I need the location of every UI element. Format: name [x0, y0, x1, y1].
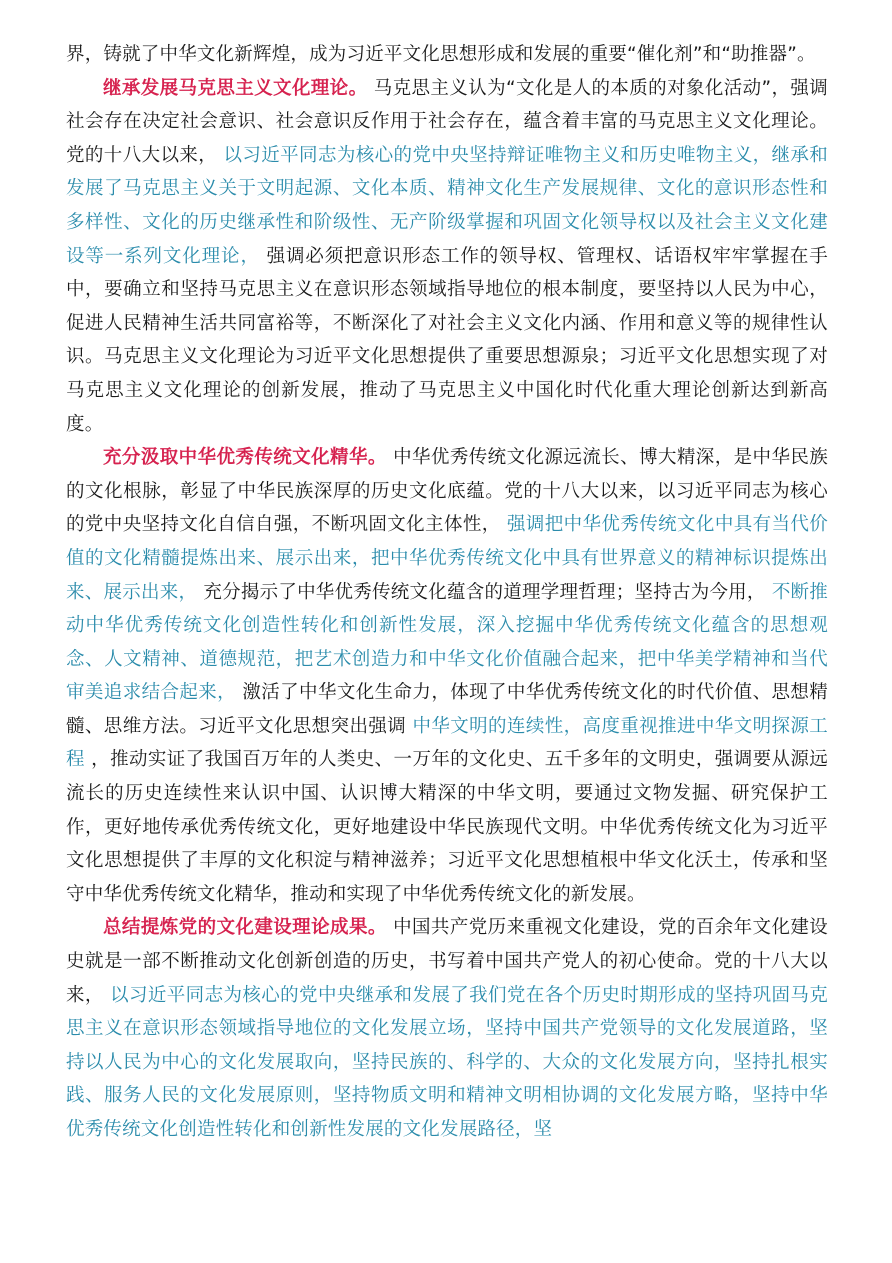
highlighted-text: 以习近平同志为核心的党中央继承和发展了我们党在各个历史时期形成的坚持巩固马克思主义在意识形态领域指导地位的文化发展立场，坚持中国共产党领导的文化发展道路，坚持以人民为中心的文化发展取向，坚持民族的、科学的、大众的文化发展方向，坚持扎根实践、服务人民的文化发展原则，坚持物质文明和精神文明相协调的文化发展方略，坚持中华优秀传统文化创造性转化和创新性发展的文化发展路径，坚 — [66, 984, 828, 1140]
body-text: ，推动实证了我国百万年的人类史、一万年的文化史、五千多年的文明史，强调要从源远流长的历史连续性来认识中国、认识博大精深的中华文明，要通过文物发掘、研究保护工作，更好地传承优秀传统文化，更好地建设中华民族现代文明。中华优秀传统文化为习近平文化思想提供了丰厚的文化积淀与精神滋养；习近平文化思想植根中华文化沃土，传承和坚守中华优秀传统文化精华，推动和实现了中华优秀传统文化的新发展。 — [66, 749, 828, 905]
body-text: 界，铸就了中华文化新辉煌，成为习近平文化思想形成和发展的重要“催化剂”和“助推器”。 — [66, 44, 816, 65]
section-heading: 总结提炼党的文化建设理论成果。 — [103, 917, 387, 939]
paragraph-intro-continuation — [66, 38, 828, 72]
paragraph-party-culture-construction — [66, 911, 828, 1146]
paragraph-marxist-theory — [66, 72, 828, 442]
highlighted-text: 中华文明的连续性，高度重视推进中华文明探源工程 — [66, 715, 828, 771]
body-text: 中华优秀传统文化源远流长、博大精深，是中华民族的文化根脉，彰显了中华民族深厚的历史文化底蕴。党的十八大以来，以习近平同志为核心的党中央坚持文化自信自强，不断巩固文化主体性， — [66, 447, 828, 536]
highlighted-text: 强调把中华优秀传统文化中具有当代价值的文化精髓提炼出来、展示出来，把中华优秀传统文化中具有世界意义的精神标识提炼出来、展示出来， — [66, 514, 829, 603]
body-text: 中国共产党历来重视文化建设，党的百余年文化建设史就是一部不断推动文化创新创造的历史，书写着中国共产党人的初心使命。党的十八大以来， — [66, 917, 828, 1006]
highlighted-text: 以习近平同志为核心的党中央坚持辩证唯物主义和历史唯物主义，继承和发展了马克思主义关于文明起源、文化本质、精神文化生产发展规律、文化的意识形态性和多样性、文化的历史继承性和阶级性、无产阶级掌握和巩固文化领导权以及社会主义文化建设等一系列文化理论， — [66, 144, 828, 267]
body-text: 激活了中华文化生命力，体现了中华优秀传统文化的时代价值、思想精髓、思维方法。习近平文化思想突出强调 — [66, 682, 828, 737]
highlighted-text: 不断推动中华优秀传统文化创造性转化和创新性发展，深入挖掘中华优秀传统文化蕴含的思想观念、人文精神、道德规范，把艺术创造力和中华文化价值融合起来，把中华美学精神和当代审美追求结合起来， — [66, 581, 829, 704]
paragraph-traditional-culture — [66, 441, 828, 911]
body-text: 强调必须把意识形态工作的领导权、管理权、话语权牢牢掌握在手中，要确立和坚持马克思主义在意识形态领域指导地位的根本制度，要坚持以人民为中心，促进人民精神生活共同富裕等，不断深化了对社会主义文化内涵、作用和意义等的规律性认识。马克思主义文化理论为习近平文化思想提供了重要思想源泉；习近平文化思想实现了对马克思主义文化理论的创新发展，推动了马克思主义中国化时代化重大理论创新达到新高度。 — [66, 245, 828, 435]
section-heading: 继承发展马克思主义文化理论。 — [103, 77, 368, 99]
section-heading: 充分汲取中华优秀传统文化精华。 — [103, 447, 387, 469]
body-text: 充分揭示了中华优秀传统文化蕴含的道理学理哲理；坚持古为今用， — [197, 581, 772, 603]
body-text: 马克思主义认为“文化是人的本质的对象化活动”，强调社会存在决定社会意识、社会意识反作用于社会存在，蕴含着丰富的马克思主义文化理论。党的十八大以来， — [66, 77, 828, 166]
